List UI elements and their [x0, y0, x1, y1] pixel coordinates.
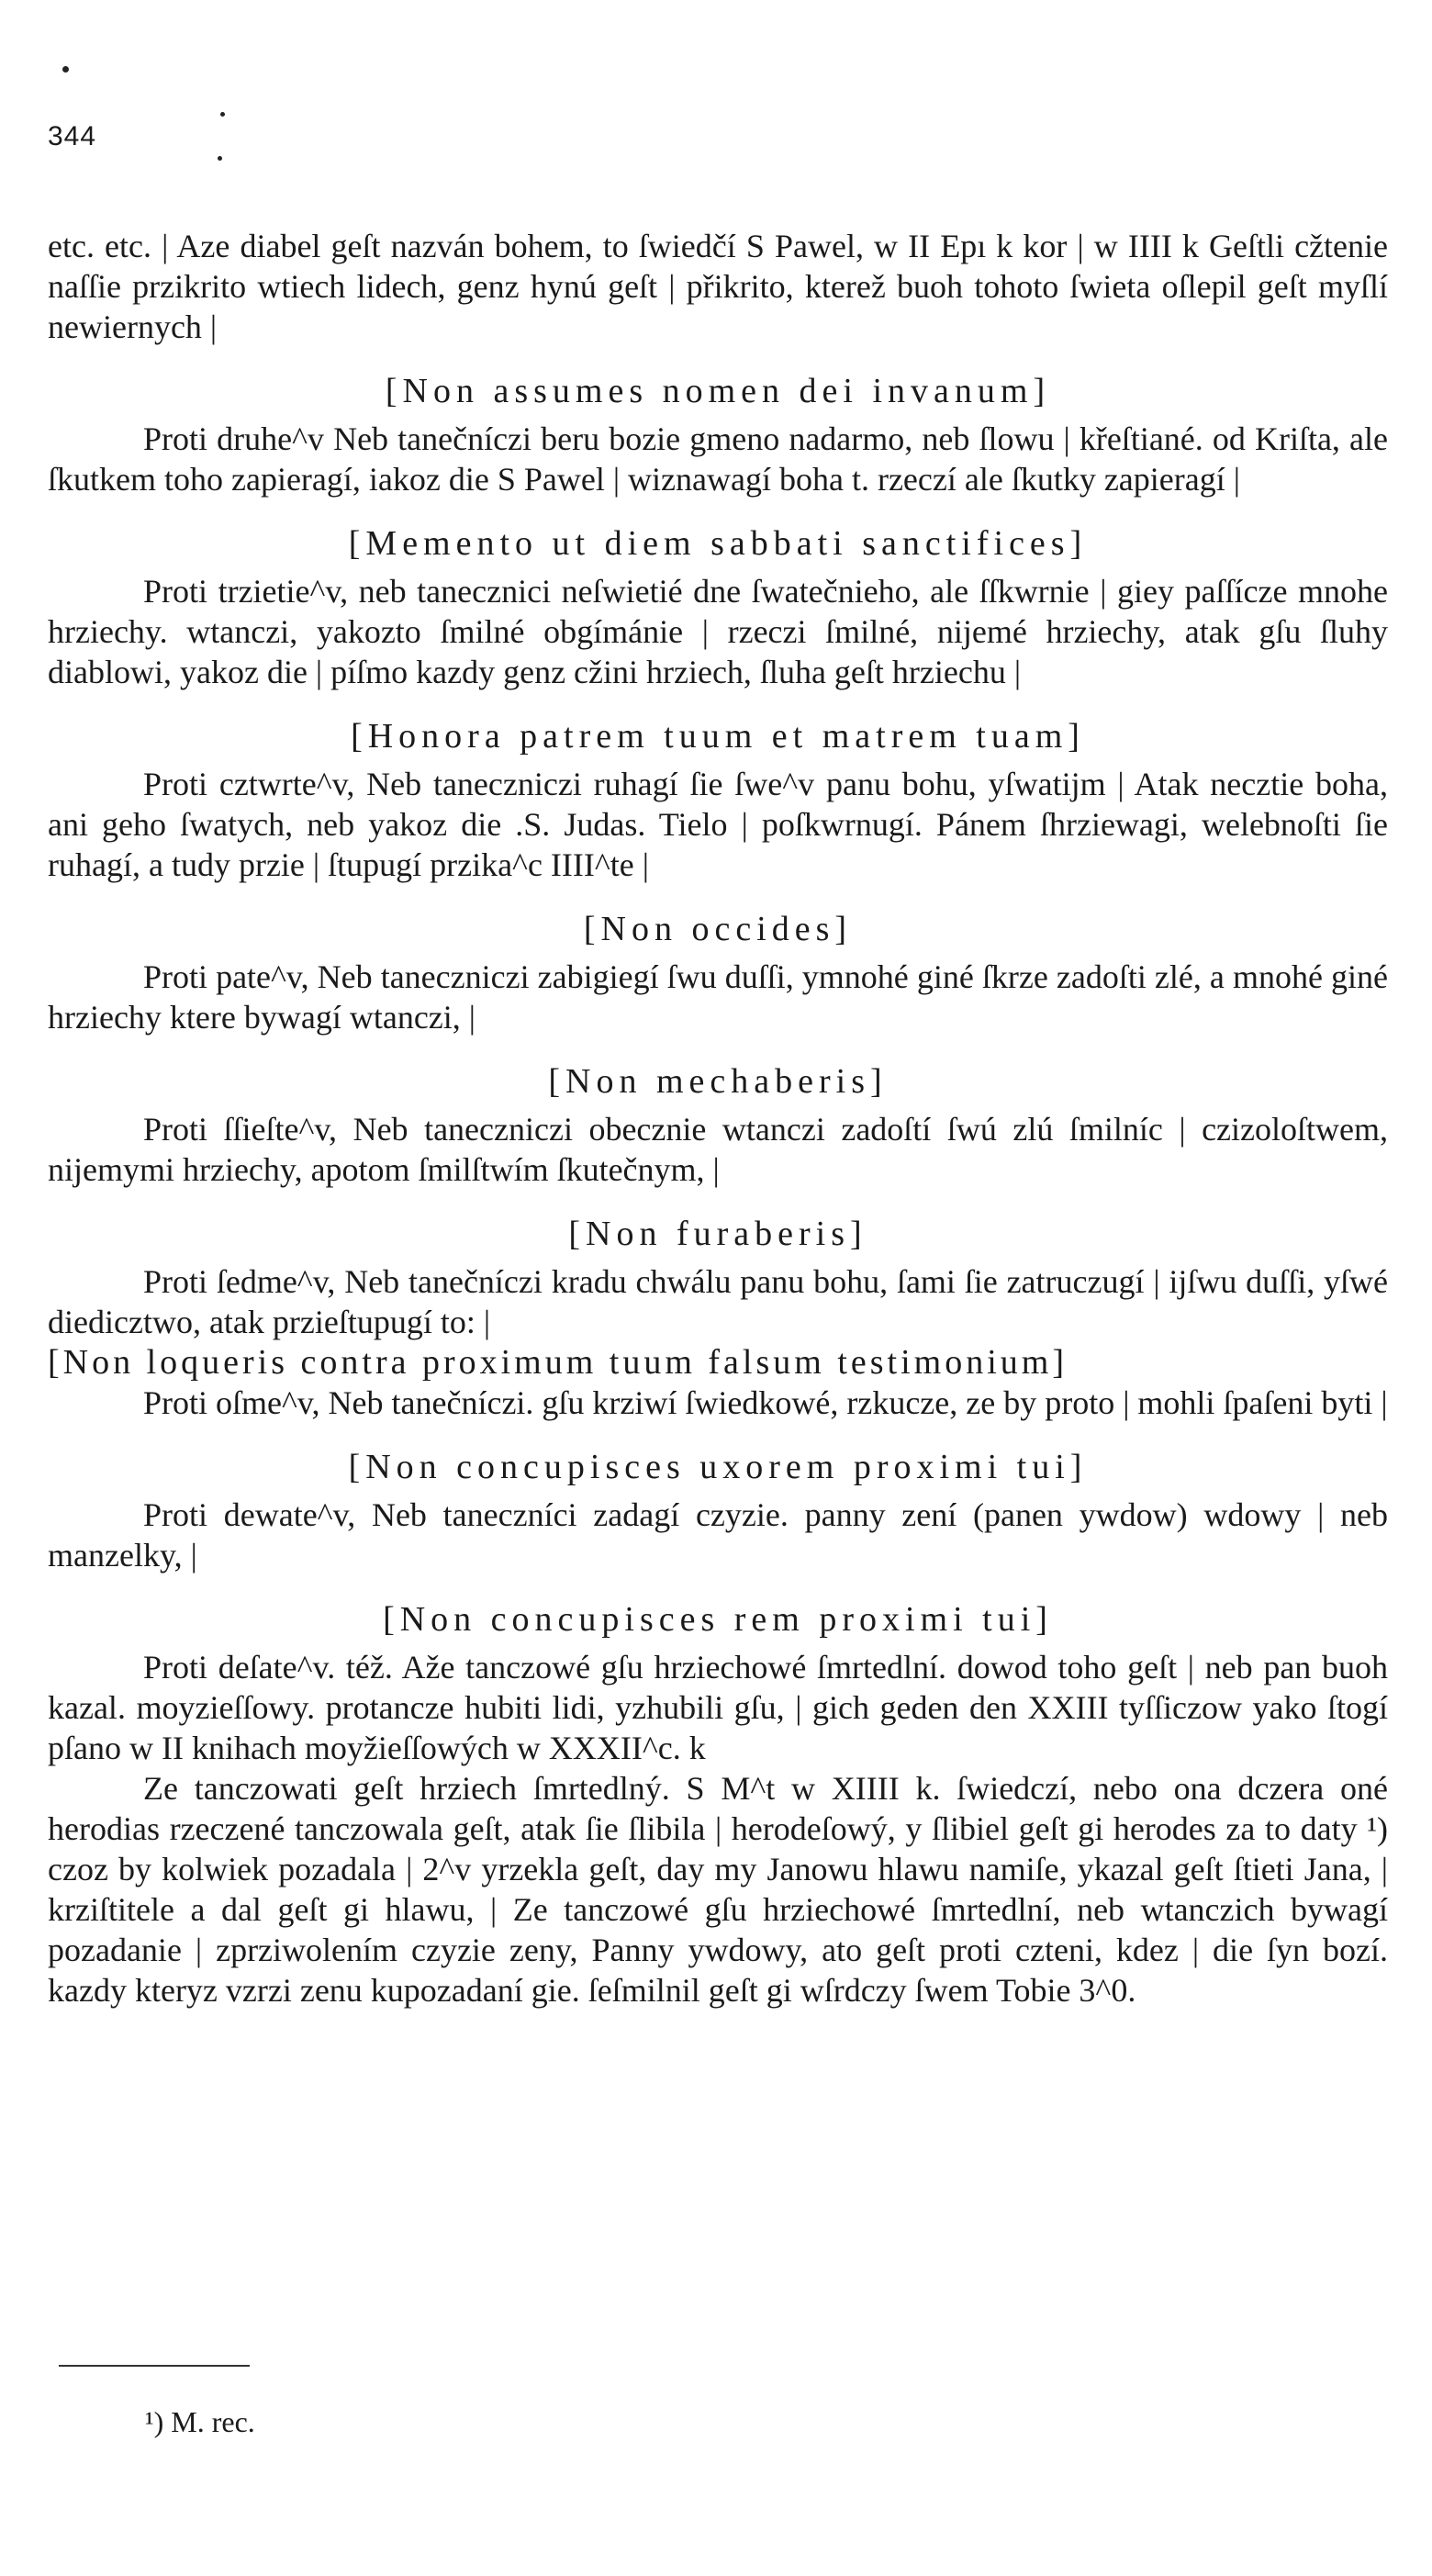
- commandment-heading-3: [Memento ut diem sabbati sanctifices]: [348, 524, 1088, 563]
- commandment-heading-9: [Non concupisces uxorem proximi tui]: [348, 1448, 1088, 1486]
- margin-dot-mid2: [218, 156, 222, 161]
- commandment-heading-5: [Non occides]: [583, 910, 853, 948]
- page-number: 344: [48, 121, 97, 151]
- margin-dot-top: [62, 66, 69, 73]
- document-page: [48, 0, 1388, 2576]
- paragraph-2: Proti druhe^v Neb tanečníczi beru bozie gmeno nadarmo, neb ſlowu | křeſtiané. od Kriſta, ale ſkutkem toho zapieragí, iakoz die S Pawel | wiznawagí boha t. rzeczí ale ſkutky zapieragí |: [48, 420, 1388, 498]
- paragraph-5: Proti pate^v, Neb taneczniczi zabigiegí ſwu duſſi, ymnohé giné ſkrze zadoſti zlé, a mnohé giné hrziechy ktere bywagí wtanczi, |: [48, 958, 1388, 1036]
- footnote: ¹) M. rec.: [145, 2405, 255, 2438]
- main-text: [48, 226, 1388, 2010]
- margin-dot-mid1: [220, 112, 225, 117]
- paragraph-9: Proti dewate^v, Neb taneczníci zadagí czyzie. panny zení (panen ywdow) wdowy | neb manzelky, |: [48, 1496, 1388, 1574]
- commandment-heading-7: [Non furaberis]: [568, 1215, 867, 1253]
- paragraph-3: Proti trzietie^v, neb tanecznici neſwietié dne ſwatečnieho, ale ſſkwrnie | giey paſſícze mnohe hrziechy. wtanczi, yakozto ſmilné obgímánie | rzeczi ſmilné, nijemé hrziechy, atak gſu ſluhy diablowi, yakoz die | píſmo kazdy genz cžini hrziech, ſluha geſt hrziechu |: [48, 573, 1388, 690]
- paragraph-11: Ze tanczowati geſt hrziech ſmrtedlný. S M^t w XIIII k. ſwiedczí, nebo ona dczera oné herodias rzeczené tanczowala geſt, atak ſie ſlibila | herodeſowý, y ſlibiel geſt gi herodes za to daty ¹) czoz by kolwiek pozadala | 2^v yrzekla geſt, day my Janowu hlawu namiſe, ykazal geſt ſtieti Jana, | krziſtitele a dal geſt gi hlawu, | Ze tanczowé gſu hrziechowé ſmrtedlní, neb wtanczich bywagí pozadanie | zprziwolením czyzie zeny, Panny ywdowy, ato geſt proti czteni, kdez | die ſyn bozí. kazdy kteryz vzrzi zenu kupozadaní gie. ſeſmilnil geſt gi wſrdczy ſwem Tobie 3^0.: [48, 1770, 1388, 2009]
- commandment-heading-4: [Honora patrem tuum et matrem tuam]: [351, 717, 1085, 756]
- commandment-heading-8: [Non loqueris contra proximum tuum falsum testimonium]: [48, 1343, 1068, 1382]
- footnote-divider: [59, 2365, 250, 2367]
- paragraph-8: Proti oſme^v, Neb tanečníczi. gſu krziwí ſwiedkowé, rzkucze, ze by proto | mohli ſpaſeni byti |: [143, 1384, 1388, 1421]
- paragraph-10: Proti deſate^v. též. Aže tanczowé gſu hrziechowé ſmrtedlní. dowod toho geſt | neb pan buoh kazal. moyzieſſowy. protancze hubiti lidi, yzhubili gſu, | gich geden den XXIII tyſſiczow yako ſtogí pſano w II knihach moyžieſſowých w XXXII^c. k: [48, 1649, 1388, 1766]
- commandment-heading-10: [Non concupisces rem proximi tui]: [383, 1600, 1053, 1639]
- commandment-heading-2: [Non assumes nomen dei invanum]: [385, 372, 1051, 410]
- paragraph-7: Proti ſedme^v, Neb tanečníczi kradu chwálu panu bohu, ſami ſie zatruczugí | ijſwu duſſi, yſwé diedicztwo, atak przieſtupugí to: |: [48, 1263, 1388, 1340]
- commandment-heading-6: [Non mechaberis]: [548, 1062, 888, 1101]
- paragraph-6: Proti ſſieſte^v, Neb taneczniczi obecznie wtanczi zadoſtí ſwú zlú ſmilníc | czizoloſtwem, nijemymi hrziechy, apotom ſmilſtwím ſkutečnym, |: [48, 1111, 1388, 1188]
- paragraph-1: etc. etc. | Aze diabel geſt nazván bohem, to ſwiedčí S Pawel, w II Epı k kor | w IIII k Geſtli cžtenie naſſie przikrito wtiech lidech, genz hynú geſt | přikrito, kterež buoh tohoto ſwieta oſlepil geſt myſlí newiernych |: [48, 228, 1388, 345]
- paragraph-4: Proti cztwrte^v, Neb taneczniczi ruhagí ſie ſwe^v panu bohu, yſwatijm | Atak necztie boha, ani geho ſwatych, neb yakoz die .S. Judas. Tielo | poſkwrnugí. Pánem ſhrziewagi, welebnoſti ſie ruhagí, a tudy przie | ſtupugí przika^c IIII^te |: [48, 766, 1388, 883]
